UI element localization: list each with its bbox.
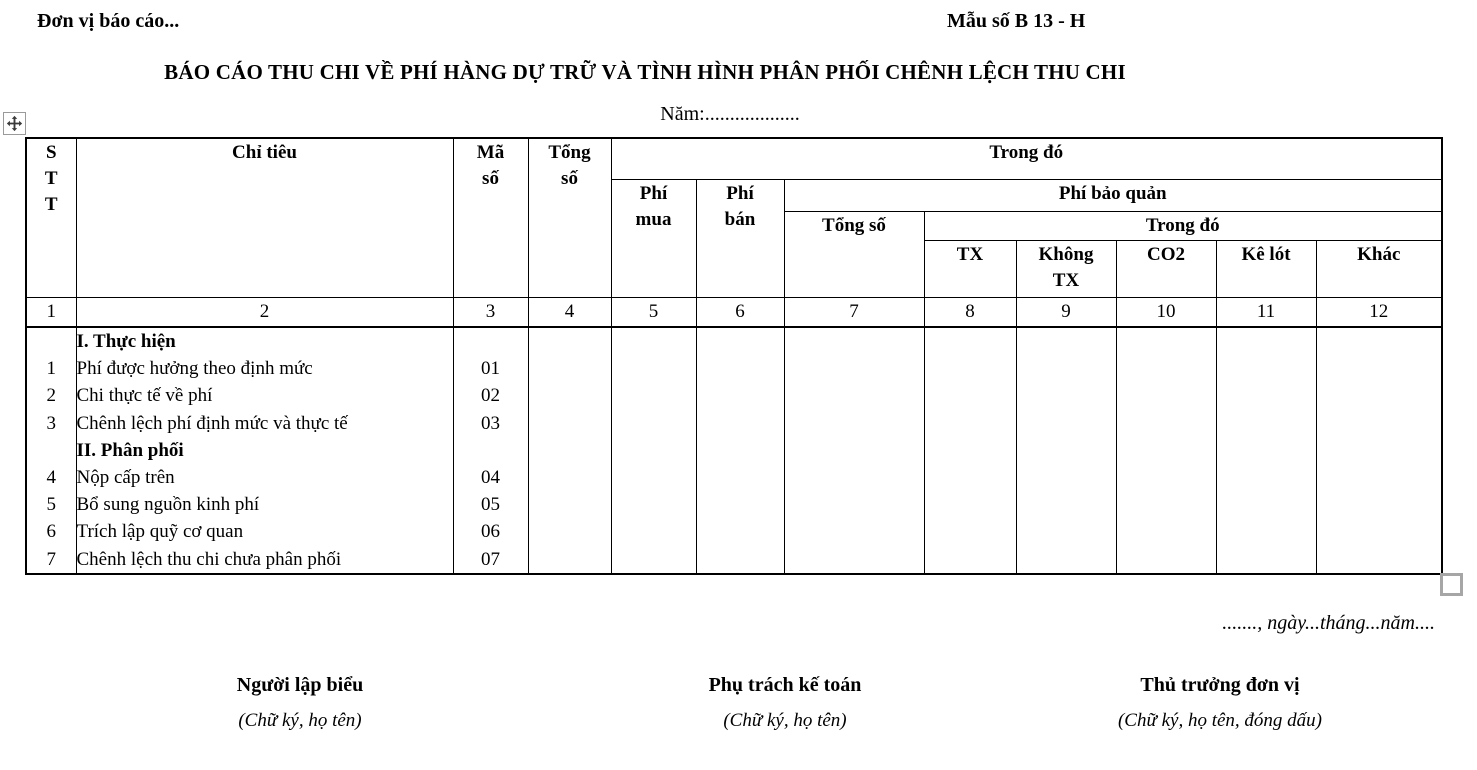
header-khong-tx: Không TX [1016, 240, 1116, 297]
column-number-cell: 2 [76, 297, 453, 327]
column-number-cell: 11 [1216, 297, 1316, 327]
signature-block-thu-truong-don-vi [1030, 672, 1410, 733]
column-number-cell: 5 [611, 297, 696, 327]
signature-title: Phụ trách kế toán [708, 674, 862, 696]
body-cell-empty[interactable] [1116, 327, 1216, 574]
column-number-cell: 10 [1116, 297, 1216, 327]
table-row-line: 1 [46, 358, 56, 380]
table-row-line: 01 [481, 358, 500, 380]
signature-title: Người lập biểu [236, 674, 364, 696]
document-title: BÁO CÁO THU CHI VỀ PHÍ HÀNG DỰ TRỮ VÀ TÌNH HÌNH PHÂN PHỐI CHÊNH LỆCH THU CHI [164, 60, 1126, 84]
table-row-line: Trích lập quỹ cơ quan [76, 521, 244, 543]
header-stt-line: T [44, 168, 58, 189]
table-resize-handle[interactable] [1440, 573, 1463, 596]
body-column-chi-tieu [76, 327, 453, 574]
signature-note: (Chữ ký, họ tên) [723, 710, 847, 731]
table-row-line: 03 [481, 412, 500, 434]
column-number-cell: 1 [26, 297, 76, 327]
table-row-line: Chênh lệch phí định mức và thực tế [76, 412, 348, 434]
signature-title: Thủ trưởng đơn vị [1140, 674, 1300, 696]
reporting-unit-label: Đơn vị báo cáo... [37, 10, 180, 32]
table-move-handle[interactable] [3, 112, 26, 135]
header-pbq-trong-do: Trong đó [924, 211, 1442, 240]
table-row-line: II. Phân phối [76, 439, 184, 461]
table-row-line: I. Thực hiện [76, 331, 176, 352]
body-cell-empty[interactable] [528, 327, 611, 574]
table-row-line: Chi thực tế về phí [76, 385, 213, 407]
body-cell-empty[interactable] [1316, 327, 1442, 574]
signature-note: (Chữ ký, họ tên, đóng dấu) [1117, 710, 1323, 731]
report-table [25, 137, 1443, 575]
header-trong-do: Trong đó [611, 138, 1442, 179]
header-ke-lot: Kê lót [1216, 240, 1316, 297]
table-row-line: Nộp cấp trên [76, 467, 175, 489]
year-line: Năm:................... [660, 103, 800, 125]
table-row-line [27, 328, 76, 355]
table-row-line: 02 [481, 385, 500, 407]
body-cell-empty[interactable] [1216, 327, 1316, 574]
header-chi-tieu: Chỉ tiêu [76, 138, 453, 297]
header-ma-so: Mã số [453, 138, 528, 297]
table-row-line: 06 [481, 521, 500, 543]
header-stt [26, 138, 76, 297]
column-number-cell: 12 [1316, 297, 1442, 327]
header-khac: Khác [1316, 240, 1442, 297]
table-row-line: 2 [46, 385, 56, 407]
table-row-line: 6 [46, 521, 56, 543]
body-cell-empty[interactable] [784, 327, 924, 574]
column-number-cell: 8 [924, 297, 1016, 327]
header-phi-bao-quan: Phí bảo quản [784, 179, 1442, 211]
body-cell-empty[interactable] [696, 327, 784, 574]
form-number-label: Mẫu số B 13 - H [947, 10, 1086, 32]
table-row-line: Phí được hưởng theo định mức [76, 358, 313, 380]
table-row-line: 04 [481, 467, 500, 489]
body-cell-empty[interactable] [1016, 327, 1116, 574]
header-stt-line: T [44, 194, 58, 215]
table-row-line: 4 [46, 467, 56, 489]
body-column-stt [26, 327, 76, 574]
table-row-line: 05 [481, 494, 500, 516]
body-column-ma-so [453, 327, 528, 574]
header-co2: CO2 [1116, 240, 1216, 297]
column-number-cell: 4 [528, 297, 611, 327]
table-row-line: Bổ sung nguồn kinh phí [76, 494, 260, 516]
header-phi-mua: Phí mua [611, 179, 696, 297]
column-number-cell: 6 [696, 297, 784, 327]
body-cell-empty[interactable] [924, 327, 1016, 574]
table-row-line: 5 [46, 494, 56, 516]
header-stt-line: S [45, 142, 57, 163]
column-number-cell: 9 [1016, 297, 1116, 327]
table-row-line: 07 [481, 548, 500, 570]
header-pbq-tong-so: Tổng số [784, 211, 924, 297]
table-row-line: Chênh lệch thu chi chưa phân phối [76, 548, 342, 570]
table-row-line: 3 [46, 412, 56, 434]
signature-block-nguoi-lap-bieu [150, 672, 450, 733]
header-phi-ban: Phí bán [696, 179, 784, 297]
date-line: ......., ngày...tháng...năm.... [1222, 612, 1435, 634]
signature-note: (Chữ ký, họ tên) [238, 710, 362, 731]
column-number-cell: 7 [784, 297, 924, 327]
column-number-cell: 3 [453, 297, 528, 327]
signature-block-phu-trach-ke-toan [630, 672, 940, 733]
table-row-line [27, 437, 76, 464]
body-cell-empty[interactable] [611, 327, 696, 574]
header-tong-so: Tổng số [528, 138, 611, 297]
table-row-line [454, 328, 528, 355]
table-row-line [454, 437, 528, 464]
move-icon [6, 115, 23, 132]
table-row-line: 7 [46, 548, 56, 570]
header-tx: TX [924, 240, 1016, 297]
